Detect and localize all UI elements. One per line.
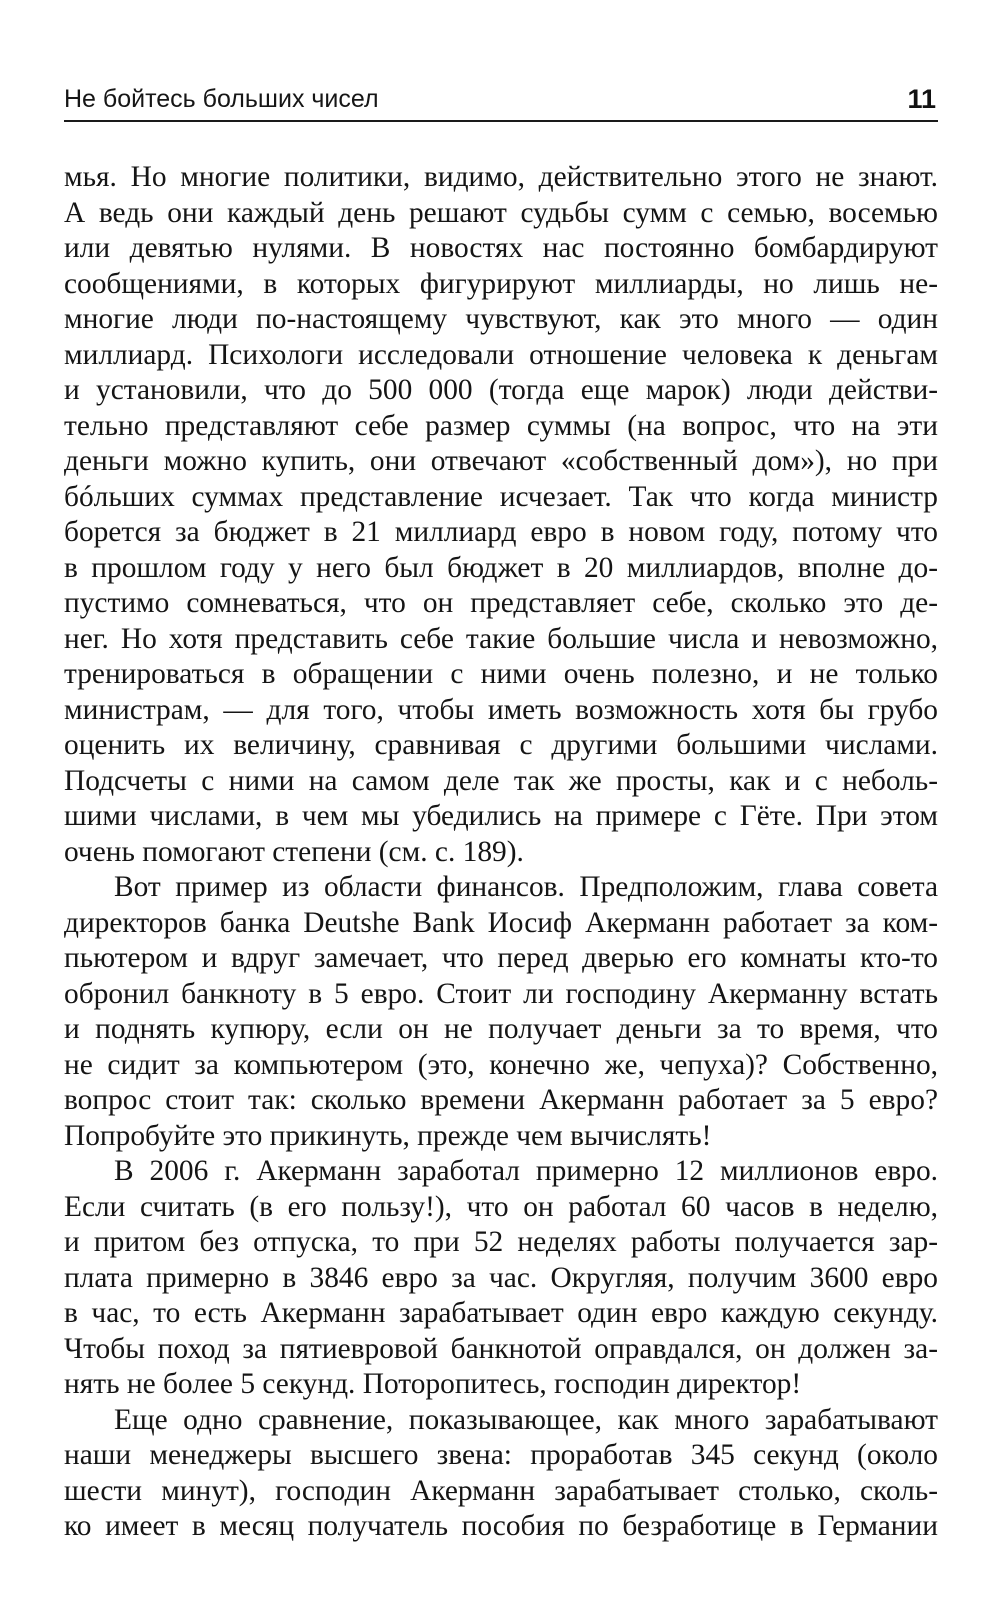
text-line: или девятью нулями. В новостях нас постоянно бомбардируют (64, 232, 938, 264)
text-line: и притом без отпуска, то при 52 неделях работы получается зар- (64, 1226, 938, 1258)
text-line: деньги можно купить, они отвечают «собственный дом»), но при (64, 445, 938, 477)
text-line: Еще одно сравнение, показывающее, как много зарабатывают (114, 1403, 938, 1436)
text-line: нег. Но хотя представить себе такие большие числа и невозможно, (64, 622, 938, 655)
text-line: миллиард. Психологи исследовали отношение человека к деньгам (64, 338, 938, 371)
text-line: Чтобы поход за пятиевровой банкнотой оправдался, он должен за- (64, 1332, 938, 1365)
text-line: мья. Но многие политики, видимо, действительно этого не знают. (64, 161, 938, 193)
text-line: нять не более 5 секунд. Поторопитесь, господин директор! (64, 1368, 802, 1400)
text-line: борется за бюджет в 21 миллиард евро в новом году, потому что (64, 516, 938, 548)
text-line: плата примерно в 3846 евро за час. Округляя, получим 3600 евро (64, 1261, 938, 1294)
paragraph-3 (64, 1154, 938, 1403)
text-line: Попробуйте это прикинуть, прежде чем вычислять! (64, 1119, 712, 1152)
text-line: и поднять купюру, если он не получает деньги за то время, что (64, 1013, 938, 1045)
running-title: Не бойтесь больших чисел (64, 85, 379, 113)
text-line: шими числами, в чем мы убедились на примере с Гёте. При этом (64, 800, 938, 832)
text-line: министрам, — для того, чтобы иметь возможность хотя бы грубо (64, 693, 938, 726)
text-line: бóльших суммах представление исчезает. Так что когда министр (64, 480, 938, 513)
text-line: в прошлом году у него был бюджет в 20 миллиардов, вполне до- (64, 551, 938, 584)
text-line: пьютером и вдруг замечает, что перед дверью его комнаты кто-то (64, 942, 938, 974)
text-line: В 2006 г. Акерманн заработал примерно 12 миллионов евро. (114, 1155, 938, 1187)
paragraph-4 (64, 1403, 938, 1545)
text-line: директоров банка Deutshe Bank Иосиф Акерманн работает за ком- (64, 906, 938, 939)
text-line: А ведь они каждый день решают судьбы сумм с семью, восемью (64, 196, 938, 229)
text-line: не сидит за компьютером (это, конечно же, чепуха)? Собственно, (64, 1048, 938, 1081)
text-line: шести минут), господин Акерманн зарабатывает столько, сколь- (64, 1474, 938, 1507)
text-line: Вот пример из области финансов. Предположим, глава совета (114, 871, 938, 903)
text-line: Если считать (в его пользу!), что он работал 60 часов в неделю, (64, 1190, 938, 1223)
text-line: в час, то есть Акерманн зарабатывает один евро каждую секунду. (64, 1297, 938, 1329)
text-line: оценить их величину, сравнивая с другими большими числами. (64, 729, 938, 761)
text-line: тельно представляют себе размер суммы (на вопрос, что на эти (64, 409, 938, 442)
page-number: 11 (907, 84, 936, 114)
text-line: обронил банкноту в 5 евро. Стоит ли господину Акерманну встать (64, 977, 938, 1010)
text-line: и установили, что до 500 000 (тогда еще марок) люди действи- (64, 374, 938, 406)
text-line: очень помогают степени (см. с. 189). (64, 835, 524, 868)
text-line: тренироваться в обращении с ними очень полезно, и не только (64, 658, 938, 690)
body-text (64, 160, 938, 1545)
running-head (64, 80, 938, 122)
text-line: ко имеет в месяц получатель пособия по безработице в Германии (64, 1510, 938, 1542)
text-line: наши менеджеры высшего звена: проработав 345 секунд (около (64, 1439, 938, 1471)
paragraph-2 (64, 870, 938, 1154)
paragraph-1 (64, 160, 938, 870)
text-line: пустимо сомневаться, что он представляет себе, сколько это де- (64, 587, 938, 619)
text-line: Подсчеты с ними на самом деле так же просты, как и с неболь- (64, 764, 938, 797)
text-line: вопрос стоит так: сколько времени Акерманн работает за 5 евро? (64, 1084, 938, 1116)
text-line: сообщениями, в которых фигурируют миллиарды, но лишь не- (64, 267, 938, 300)
text-line: многие люди по-настоящему чувствуют, как это много — один (64, 303, 938, 335)
